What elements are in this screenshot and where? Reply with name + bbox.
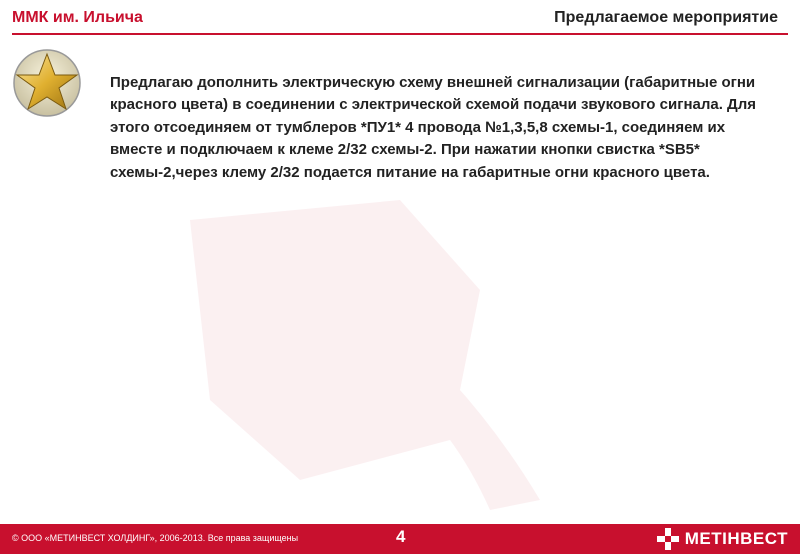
star-emblem-icon bbox=[8, 47, 108, 125]
logo-mark-icon bbox=[657, 528, 679, 550]
logo-text: МЕТІНВЕСТ bbox=[684, 529, 788, 548]
copyright-text: © ООО «МЕТИНВЕСТ ХОЛДИНГ», 2006-2013. Все права защищены bbox=[12, 533, 299, 543]
header-divider bbox=[12, 33, 788, 35]
footer-bar bbox=[0, 524, 800, 554]
page-number: 4 bbox=[396, 527, 406, 546]
company-title: ММК им. Ильича bbox=[12, 9, 143, 26]
background-watermark-image bbox=[150, 180, 570, 520]
metinvest-logo bbox=[657, 528, 788, 550]
proposal-text: Предлагаю дополнить электрическую схему внешней сигнализации (габаритные огни красного цвета) в соединении с электрической схемой подачи звукового сигнала. Для этого отсоединяем от тумблеров *ПУ1* 4 провода №1,3,5,8 схемы-1, соединяем их вместе и подключаем к клеме 2/32 схемы-2. При нажатии кнопки свистка *SB5* схемы-2,через клему 2/32 подается питание на габаритные огни красного цвета. bbox=[110, 74, 757, 181]
slide-title: Предлагаемое мероприятие bbox=[554, 9, 778, 26]
